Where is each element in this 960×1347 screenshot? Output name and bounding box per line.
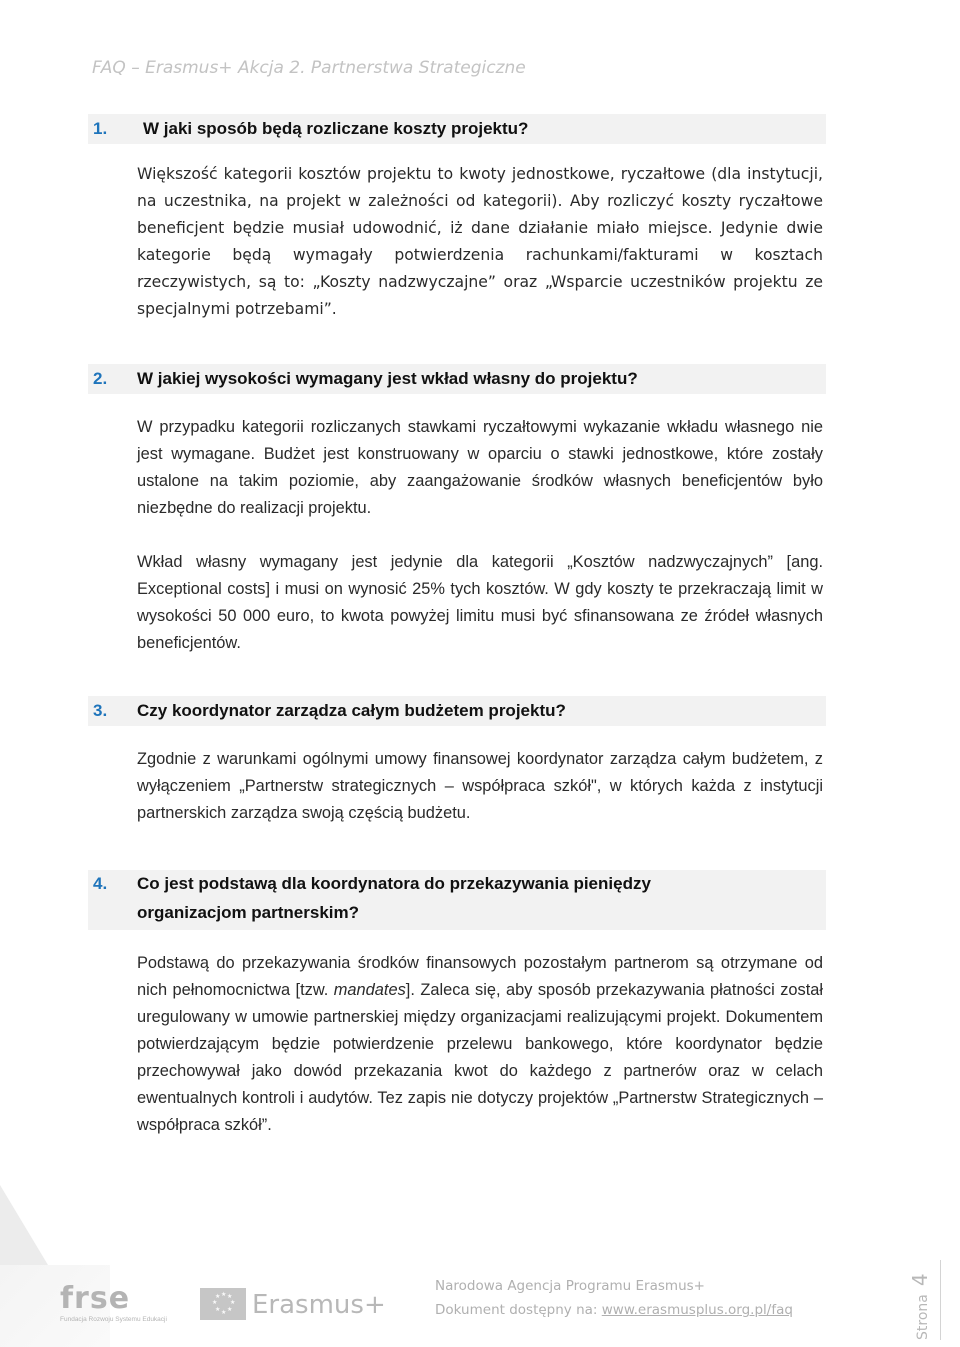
question-2-title: W jakiej wysokości wymagany jest wkład własny do projektu? — [137, 369, 638, 388]
question-2-bar — [88, 364, 826, 394]
question-4-number: 4. — [93, 874, 108, 893]
footer-agency: Narodowa Agencja Programu Erasmus+ — [435, 1278, 705, 1294]
footer-doc-prefix: Dokument dostępny na: — [435, 1302, 602, 1318]
page-label-text: Strona — [915, 1294, 931, 1340]
answer-paragraph — [137, 950, 823, 1139]
frse-logo-letters: frse — [60, 1281, 131, 1316]
frse-logo-subtitle: Fundacja Rozwoju Systemu Edukacji — [60, 1316, 167, 1323]
page-number: 4 — [908, 1273, 932, 1287]
erasmus-wordmark: Erasmus+ — [252, 1290, 386, 1320]
footer-document-link — [435, 1302, 793, 1318]
question-1-answer — [137, 161, 823, 323]
frse-logo — [60, 1281, 167, 1324]
page-header-title: FAQ – Erasmus+ Akcja 2. Partnerstwa Strategiczne — [92, 58, 526, 78]
question-2-number: 2. — [93, 369, 108, 388]
question-4-title-line-2: organizacjom partnerskim? — [137, 903, 360, 922]
eu-flag-icon: ★ ★ ★ ★ ★ ★ ★ ★ — [200, 1288, 246, 1320]
question-1-bar — [88, 114, 826, 144]
question-3-number: 3. — [93, 701, 108, 720]
question-4-bar — [88, 870, 826, 930]
question-3-bar — [88, 696, 826, 726]
question-4-answer — [137, 950, 823, 1139]
question-2-answer-2 — [137, 549, 823, 657]
question-3-answer — [137, 746, 823, 827]
answer-paragraph: W przypadku kategorii rozliczanych stawkami ryczałtowymi wykazanie wkładu własnego nie jest wymagane. Budżet jest konstruowany w oparciu o stawki jednostkowe, które zostały ustalone na takim poziomie, aby zaangażowanie środków własnych beneficjentów było niezbędne do realizacji projektu. — [137, 418, 823, 517]
answer-text-a: Podstawą do przekazywania środków finansowych pozostałym partnerom są otrzymane od nich pełnomocnictwa [tzw. — [137, 954, 823, 999]
answer-text-italic: mandates — [333, 981, 406, 999]
question-1-number: 1. — [93, 119, 108, 138]
question-4-title-line-1: Co jest podstawą dla koordynatora do przekazywania pieniędzy — [137, 874, 651, 893]
answer-paragraph: Zgodnie z warunkami ogólnymi umowy finansowej koordynator zarządza całym budżetem, z wyłączeniem „Partnerstw strategicznych – współpraca szkół", w których każda z instytucji partnerskich zarządza swoją częścią budżetu. — [137, 750, 823, 822]
question-3-title: Czy koordynator zarządza całym budżetem projektu? — [137, 701, 566, 720]
answer-text-b: ]. Zaleca się, aby sposób przekazywania płatności został uregulowany w umowie partnerskiej między organizacjami realizującymi projekt. Dokumentem potwierdzającym będzie potwierdzenie przelewu bankowego, które koordynator będzie przechowywał jako dowód przekazania kwot do każdego z partnerów oraz w celach ewentualnych kontroli i audytów. Tez zapis nie dotyczy projektów „Partnerstw Strategicznych – współpraca szkół”. — [137, 981, 824, 1134]
answer-paragraph: Większość kategorii kosztów projektu to kwoty jednostkowe, ryczałtowe (dla instytucji, na uczestnika, na projekt w zależności od kategorii). Aby rozliczyć koszty ryczałtowe beneficjent będzie musiał udowodnić, iż dane działanie miało miejsce. Jedynie dwie kategorie będą wymagały potwierdzenia rachunkami/fakturami w kosztach rzeczywistych, są to: „Koszty nadzwyczajne” oraz „Wsparcie uczestników projektu ze specjalnymi potrzebami”. — [137, 165, 823, 318]
answer-paragraph: Wkład własny wymagany jest jedynie dla kategorii „Kosztów nadzwyczajnych” [ang. Exceptional costs] i musi on wynosić 25% tych kosztów. W gdy koszty te przekraczają limit w wysokości 50 000 euro, to kwota powyżej limitu musi być sfinansowana ze źródeł własnych beneficjentów. — [137, 553, 823, 652]
question-2-answer-1 — [137, 414, 823, 522]
faq-link[interactable]: www.erasmusplus.org.pl/faq — [601, 1302, 793, 1318]
page-number-label — [908, 1273, 932, 1340]
footer-divider — [940, 1260, 941, 1340]
question-1-title: W jaki sposób będą rozliczane koszty projektu? — [143, 119, 529, 138]
